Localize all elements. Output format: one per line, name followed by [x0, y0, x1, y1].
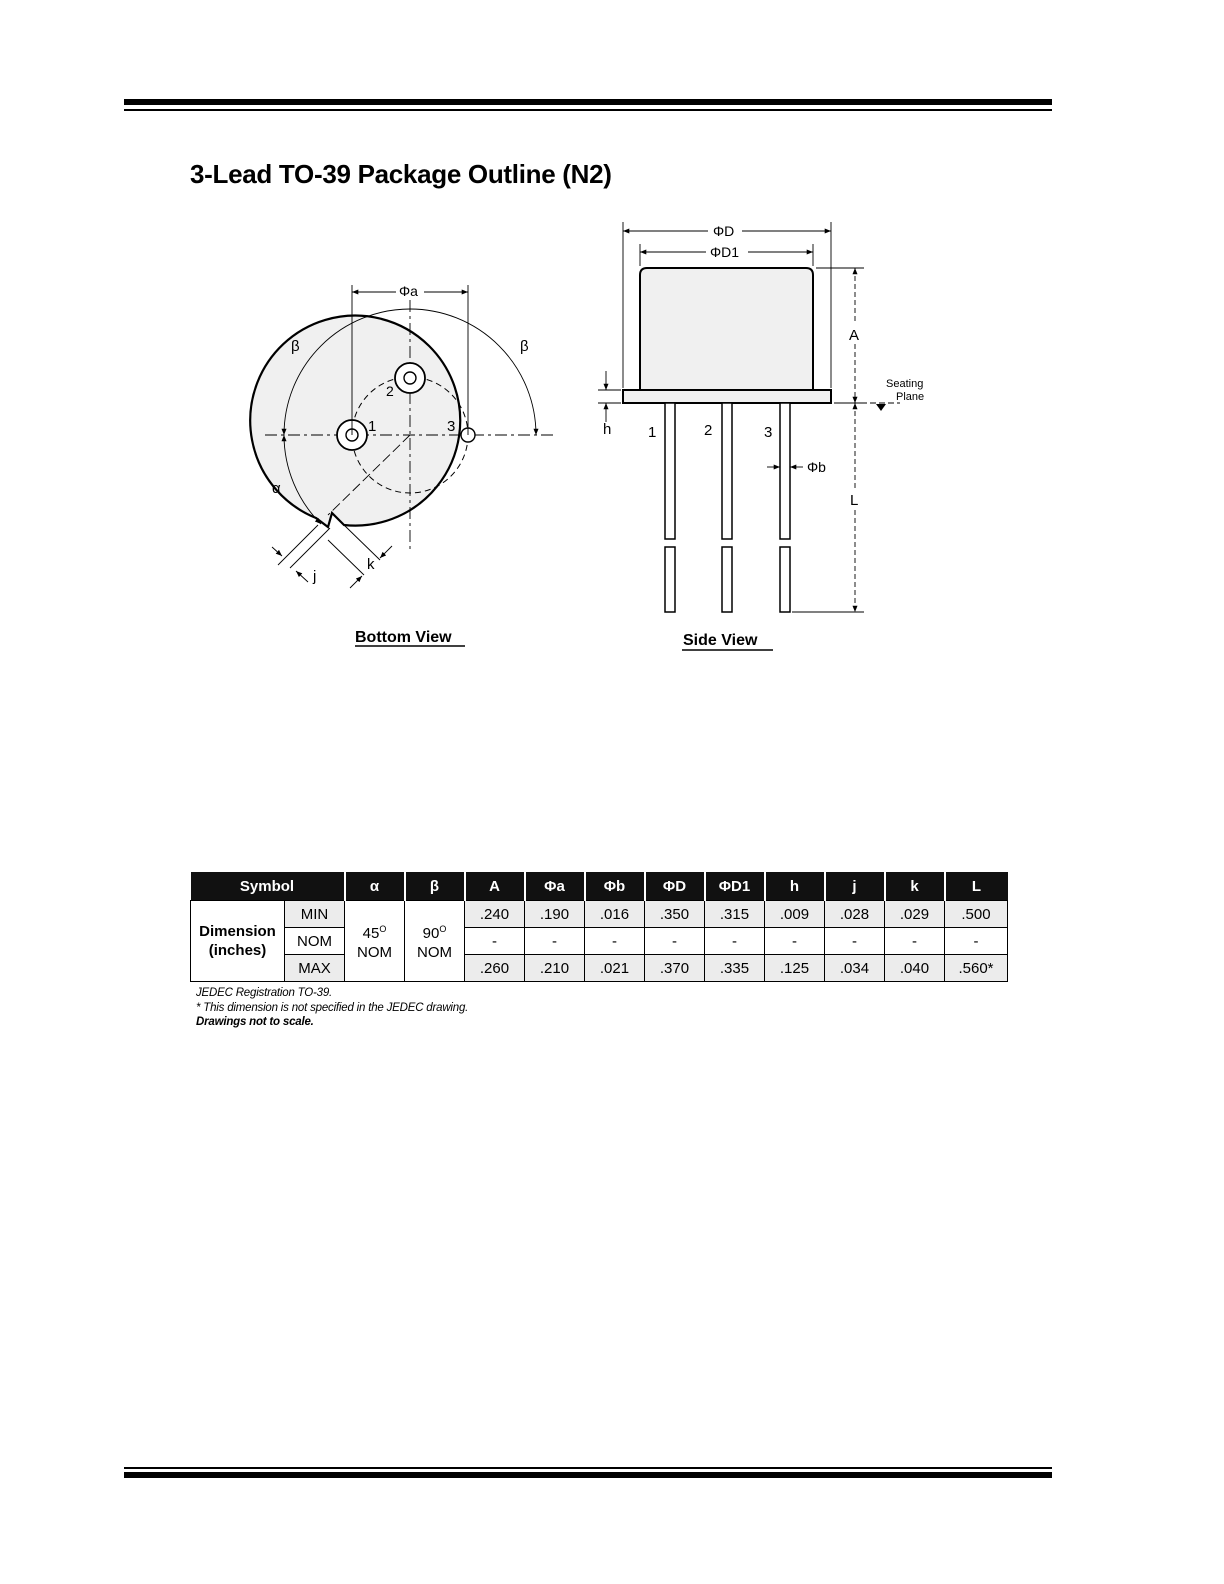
header-phi-b: Φb	[585, 872, 645, 901]
pin-3-label: 3	[447, 418, 456, 435]
table-cell: .040	[885, 955, 945, 982]
table-cell: -	[825, 928, 885, 955]
table-cell: .560*	[945, 955, 1008, 982]
header-h: h	[765, 872, 825, 901]
header-symbol: Symbol	[191, 872, 345, 901]
phi-a-label: Φa	[399, 283, 418, 299]
package-flange	[623, 390, 831, 403]
header-L: L	[945, 872, 1008, 901]
table-cell: .016	[585, 901, 645, 928]
table-cell: .350	[645, 901, 705, 928]
table-cell: -	[885, 928, 945, 955]
table-cell: -	[525, 928, 585, 955]
bottom-view-caption: Bottom View	[355, 629, 452, 646]
table-cell: .034	[825, 955, 885, 982]
pin-2-label: 2	[386, 383, 394, 399]
table-cell: .125	[765, 955, 825, 982]
phi-D1-label: ΦD1	[710, 244, 740, 260]
footer-rule-thin	[124, 1467, 1052, 1469]
j-label: j	[313, 568, 317, 585]
pin-1-label: 1	[368, 418, 377, 435]
pin-2	[395, 363, 425, 393]
row-label: NOM	[285, 928, 345, 955]
note-asterisk: * This dimension is not specified in the JEDEC drawing.	[196, 1001, 469, 1014]
table-cell: .500	[945, 901, 1008, 928]
phi-D-label: ΦD	[713, 223, 735, 239]
header-alpha: α	[345, 872, 405, 901]
table-cell: .260	[465, 955, 525, 982]
header-j: j	[825, 872, 885, 901]
lead-3-label: 3	[764, 424, 773, 441]
table-row-max	[191, 955, 1008, 982]
table-cell: -	[945, 928, 1008, 955]
alpha-cell: $45^O$ NOM	[345, 901, 405, 982]
header-phi-D: ΦD	[645, 872, 705, 901]
table-row-nom	[191, 928, 1008, 955]
page-title: 3-Lead TO-39 Package Outline (N2)	[190, 159, 612, 189]
lead-2-label: 2	[704, 422, 713, 439]
table-cell: .028	[825, 901, 885, 928]
side-view	[598, 222, 924, 650]
side-view-caption: Side View	[683, 632, 758, 649]
h-label: h	[603, 421, 612, 438]
row-label: MAX	[285, 955, 345, 982]
table-cell: .190	[525, 901, 585, 928]
phi-b-label: Φb	[807, 459, 826, 475]
table-cell: -	[765, 928, 825, 955]
header-beta: β	[405, 872, 465, 901]
table-cell: .315	[705, 901, 765, 928]
table-cell: -	[645, 928, 705, 955]
lead-1-label: 1	[648, 424, 657, 441]
L-label: L	[850, 492, 859, 509]
seating-label: Seating	[886, 378, 924, 390]
header-phi-a: Φa	[525, 872, 585, 901]
A-label: A	[849, 327, 860, 344]
note-not-to-scale: Drawings not to scale.	[196, 1016, 314, 1028]
package-outline-drawing	[0, 0, 1224, 720]
bottom-view	[250, 283, 555, 646]
table-cell: .021	[585, 955, 645, 982]
dimensions-table	[190, 872, 1008, 982]
header-A: A	[465, 872, 525, 901]
table-cell: -	[705, 928, 765, 955]
package-cap	[640, 268, 813, 390]
beta-right-label: β	[520, 338, 529, 355]
table-cell: .240	[465, 901, 525, 928]
table-header-row	[191, 872, 1008, 901]
lead-1	[665, 403, 675, 612]
table-cell: .029	[885, 901, 945, 928]
dimension-group-label: Dimension (inches)	[191, 901, 285, 982]
alpha-label: α	[272, 480, 281, 497]
beta-left-label: β	[291, 338, 300, 355]
k-label: k	[367, 556, 375, 573]
table-cell: .210	[525, 955, 585, 982]
lead-2	[722, 403, 732, 612]
lead-3	[780, 403, 790, 612]
table-notes	[196, 986, 468, 1030]
plane-label: Plane	[896, 391, 925, 403]
header-phi-D1: ΦD1	[705, 872, 765, 901]
table-cell: .009	[765, 901, 825, 928]
note-jedec: JEDEC Registration TO-39.	[196, 987, 333, 999]
table-row-min	[191, 901, 1008, 928]
beta-cell: $90^O$ NOM	[405, 901, 465, 982]
footer-rule-thick	[124, 1472, 1052, 1478]
table-cell: -	[465, 928, 525, 955]
table-cell: .335	[705, 955, 765, 982]
row-label: MIN	[285, 901, 345, 928]
table-cell: -	[585, 928, 645, 955]
table-cell: .370	[645, 955, 705, 982]
header-k: k	[885, 872, 945, 901]
